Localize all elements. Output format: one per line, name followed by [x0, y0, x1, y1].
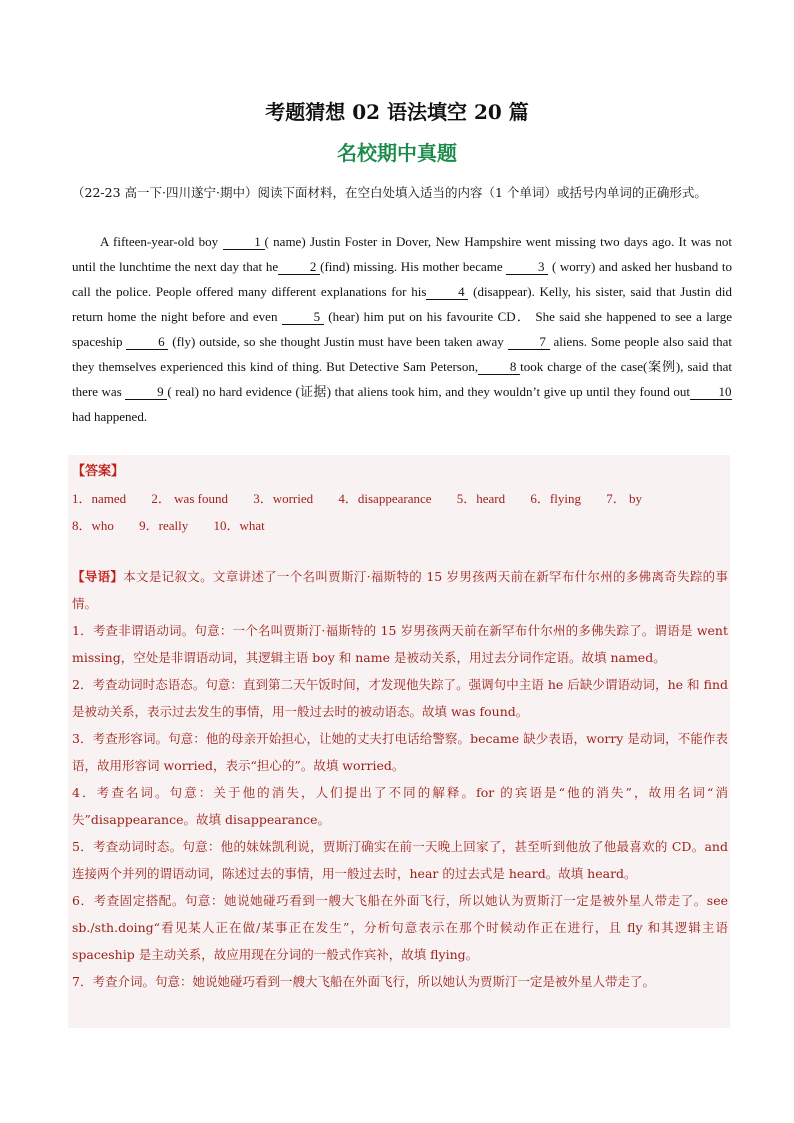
blank-5: 5	[282, 309, 324, 325]
question-instruction: （22-23 高一下·四川遂宁·期中）阅读下面材料，在空白处填入适当的内容（1 个单词）或括号内单词的正确形式。	[72, 185, 707, 200]
blank-9: 9	[125, 384, 167, 400]
explanation-item-4: 4．考查名词。句意：关于他的消失，人们提出了不同的解释。for 的宾语是“他的消失”，故用名词“消失”disappearance。故填 disappearance。	[72, 785, 728, 827]
answer-item: 2． was found	[151, 491, 228, 506]
explanation-intro-text: 本文是记叙文。文章讲述了一个名叫贾斯汀·福斯特的 15 岁男孩两天前在新罕布什尔州的多佛离奇失踪的事情。	[72, 569, 728, 611]
page-subtitle: 名校期中真题	[337, 141, 457, 165]
explanation-item-7: 7．考查介词。句意：她说她碰巧看到一艘大飞船在外面飞行，所以她认为贾斯汀一定是被外星人带走了。	[72, 974, 655, 989]
passage-paragraph	[72, 229, 732, 429]
page-title: 考题猜想 02 语法填空 20 篇	[265, 100, 529, 124]
answer-row-2	[72, 515, 287, 534]
explanation-intro	[72, 563, 728, 617]
passage-text: (find) missing. His mother became	[320, 259, 507, 274]
passage-text: A fifteen-year-old boy	[100, 234, 223, 249]
blank-3: 3	[506, 259, 548, 275]
blank-10: 10	[690, 384, 732, 400]
answer-item: 6．flying	[530, 491, 581, 506]
answer-item: 3．worried	[253, 491, 314, 506]
blank-1: 1	[223, 234, 265, 250]
explanation-item-3: 3．考查形容词。句意：他的母亲开始担心，让她的丈夫打电话给警察。became 缺少表语，worry 是动词，不能作表语，故用形容词 worried，表示“担心的”。故填 worried。	[72, 731, 728, 773]
answer-section	[68, 455, 730, 1028]
answer-heading: 【答案】	[72, 464, 125, 479]
explanation-section	[72, 563, 728, 995]
passage-text: took charge of the case(案例), said that there was	[72, 359, 732, 399]
passage-text: had happened.	[72, 409, 148, 424]
explanation-item-1: 1．考查非谓语动词。句意：一个名叫贾斯汀·福斯特的 15 岁男孩两天前在新罕布什尔州的多佛失踪了。谓语是 went missing，空处是非谓语动词，其逻辑主语 boy 和 name 是被动关系，用过去分词作定语。故填 named。	[72, 623, 728, 665]
passage-text: aliens. Some people also said that they themselves experienced this kind of thing. But Detective Sam Peterson,	[72, 334, 732, 374]
answer-item: 1．named	[72, 491, 127, 506]
blank-2: 2	[278, 259, 320, 275]
passage-text: (hear) him put on his favourite CD． She said she happened to see a large spaceship	[72, 309, 732, 349]
explanation-item-5: 5．考查动词时态。句意：他的妹妹凯利说，贾斯汀确实在前一天晚上回家了，甚至听到他放了他最喜欢的 CD。and 连接两个并列的谓语动词，陈述过去的事情，用一般过去时，hear 的过去式是 heard。故填 heard。	[72, 839, 728, 881]
answer-item: 7． by	[606, 491, 642, 506]
passage-text: ( name) Justin Foster in Dover, New Hampshire went missing two days ago. It was not until the lunchtime the next day that he	[72, 234, 732, 274]
blank-7: 7	[508, 334, 550, 350]
passage-text: ( real) no hard evidence (证据) that aliens took him, and they wouldn’t give up until they found out	[167, 384, 691, 399]
blank-4: 4	[426, 284, 468, 300]
blank-6: 6	[126, 334, 168, 350]
reading-passage	[72, 229, 732, 429]
passage-text: (disappear). Kelly, his sister, said that Justin did return home the night before and even	[72, 284, 732, 324]
answer-item: 4．disappearance	[338, 491, 432, 506]
answer-item: 9．really	[139, 518, 189, 533]
passage-text: (fly) outside, so she thought Justin must have been taken away	[168, 334, 508, 349]
passage-text: ( worry) and asked her husband to call the police. People offered many different explanations for his	[72, 259, 732, 299]
explanation-item-6: 6．考查固定搭配。句意：她说她碰巧看到一艘大飞船在外面飞行，所以她认为贾斯汀一定是被外星人带走了。see sb./sth.doing“看见某人正在做/某事正在发生”，分析句意表示在那个时候动作正在进行，且 fly 和其逻辑主语 spaceship 是主动关系，故应用现在分词的一般式作宾补，故填 flying。	[72, 893, 728, 962]
explanation-item-2: 2．考查动词时态语态。句意：直到第二天午饭时间，才发现他失踪了。强调句中主语 he 后缺少谓语动词，he 和 find 是被动关系，表示过去发生的事情，用一般过去时的被动语态。故填 was found。	[72, 677, 728, 719]
answer-item: 10．what	[213, 518, 265, 533]
answer-item: 8．who	[72, 518, 114, 533]
blank-8: 8	[478, 359, 520, 375]
answer-item: 5．heard	[456, 491, 506, 506]
explanation-heading: 【导语】	[72, 569, 124, 584]
answer-row-1	[72, 488, 664, 507]
